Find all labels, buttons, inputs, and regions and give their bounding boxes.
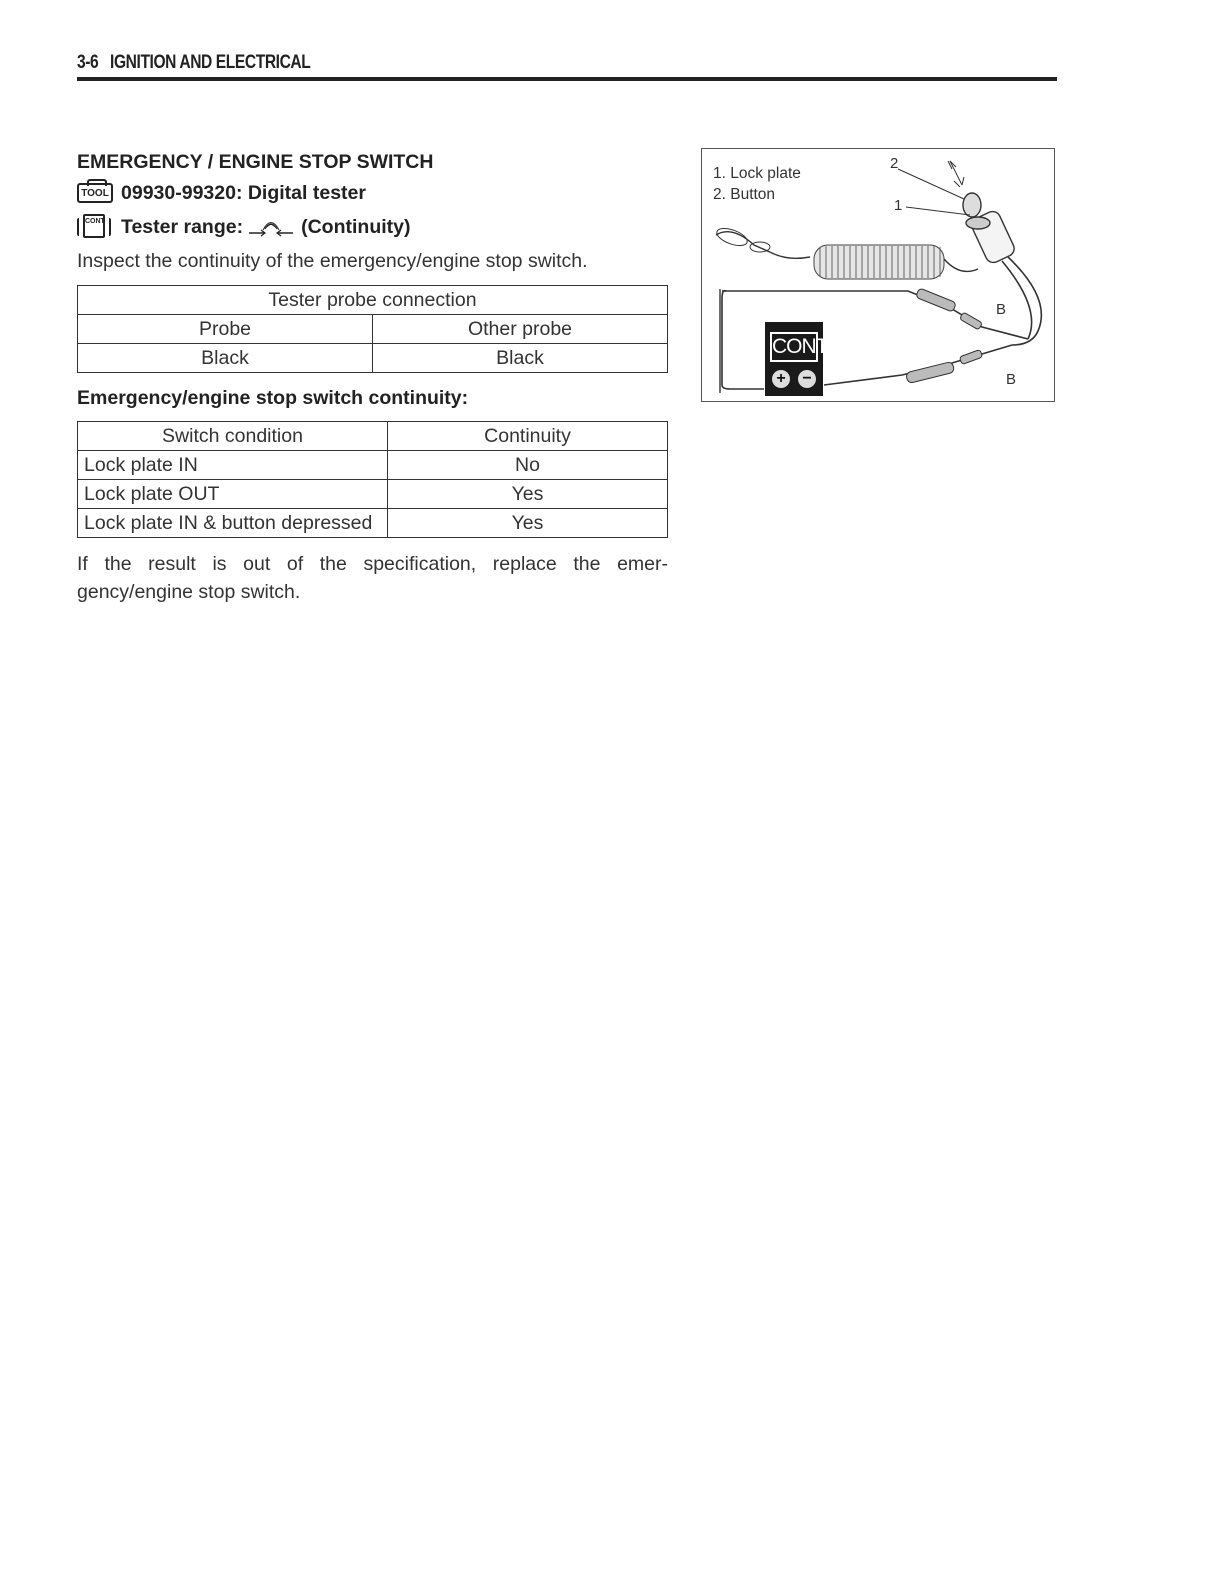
table-row	[78, 451, 668, 480]
tester-range-line	[77, 210, 669, 244]
stop-switch-figure	[701, 148, 1055, 402]
main-content	[77, 148, 669, 626]
probe-connection-table	[77, 285, 668, 373]
positive-terminal-icon: +	[772, 370, 790, 388]
wire-label-b-upper: B	[996, 301, 1007, 318]
switch-condition-header: Switch condition	[78, 422, 388, 451]
continuity-heading: Emergency/engine stop switch continuity:	[77, 387, 469, 409]
callout-1: 1	[894, 197, 903, 214]
tester-range-suffix: (Continuity)	[301, 215, 411, 238]
switch-body	[944, 193, 1017, 271]
table-row	[78, 480, 668, 509]
continuity-table	[77, 421, 668, 538]
other-probe-value: Black	[373, 344, 668, 373]
figure-legend	[713, 163, 801, 205]
continuity-header: Continuity	[388, 422, 668, 451]
coil-turns	[820, 246, 940, 278]
meter-label: CONT	[770, 332, 818, 362]
other-probe-header: Other probe	[373, 315, 668, 344]
connectors	[906, 288, 983, 384]
table-row	[78, 509, 668, 538]
continuity-cell: No	[388, 451, 668, 480]
section-title: EMERGENCY / ENGINE STOP SWITCH	[77, 151, 434, 173]
continuity-cell: Yes	[388, 509, 668, 538]
callout-leaders	[898, 161, 970, 215]
intro-text: Inspect the continuity of the emergency/engine stop switch.	[77, 250, 588, 272]
legend-button: 2. Button	[713, 186, 776, 203]
page-ref: 3-6	[77, 52, 99, 73]
header-rule	[77, 77, 1057, 81]
tool-icon: TOOL	[77, 183, 113, 203]
page-header	[77, 52, 1057, 82]
condition-cell: Lock plate IN	[78, 451, 388, 480]
legend-lock-plate: 1. Lock plate	[713, 165, 801, 182]
probe-header: Probe	[78, 315, 373, 344]
tester-icon-label: CONT	[83, 214, 105, 238]
condition-cell: Lock plate IN & button depressed	[78, 509, 388, 538]
wire-label-b-lower: B	[1006, 371, 1017, 388]
probe-value: Black	[78, 344, 373, 373]
chapter-title: IGNITION AND ELECTRICAL	[110, 52, 311, 73]
continuity-symbol-icon	[247, 217, 295, 237]
tool-text: 09930-99320: Digital tester	[121, 181, 366, 204]
callout-2: 2	[890, 155, 899, 172]
negative-terminal-icon: −	[798, 370, 816, 388]
continuity-cell: Yes	[388, 480, 668, 509]
tester-range-prefix: Tester range:	[121, 215, 244, 238]
tester-icon	[77, 214, 111, 240]
probe-table-title: Tester probe connection	[78, 286, 668, 315]
digital-tester-icon	[765, 322, 828, 396]
tool-line	[77, 176, 669, 210]
condition-cell: Lock plate OUT	[78, 480, 388, 509]
result-text: If the result is out of the specification, replace the emer-gency/engine stop switch.	[77, 553, 668, 603]
header-text	[77, 52, 310, 74]
